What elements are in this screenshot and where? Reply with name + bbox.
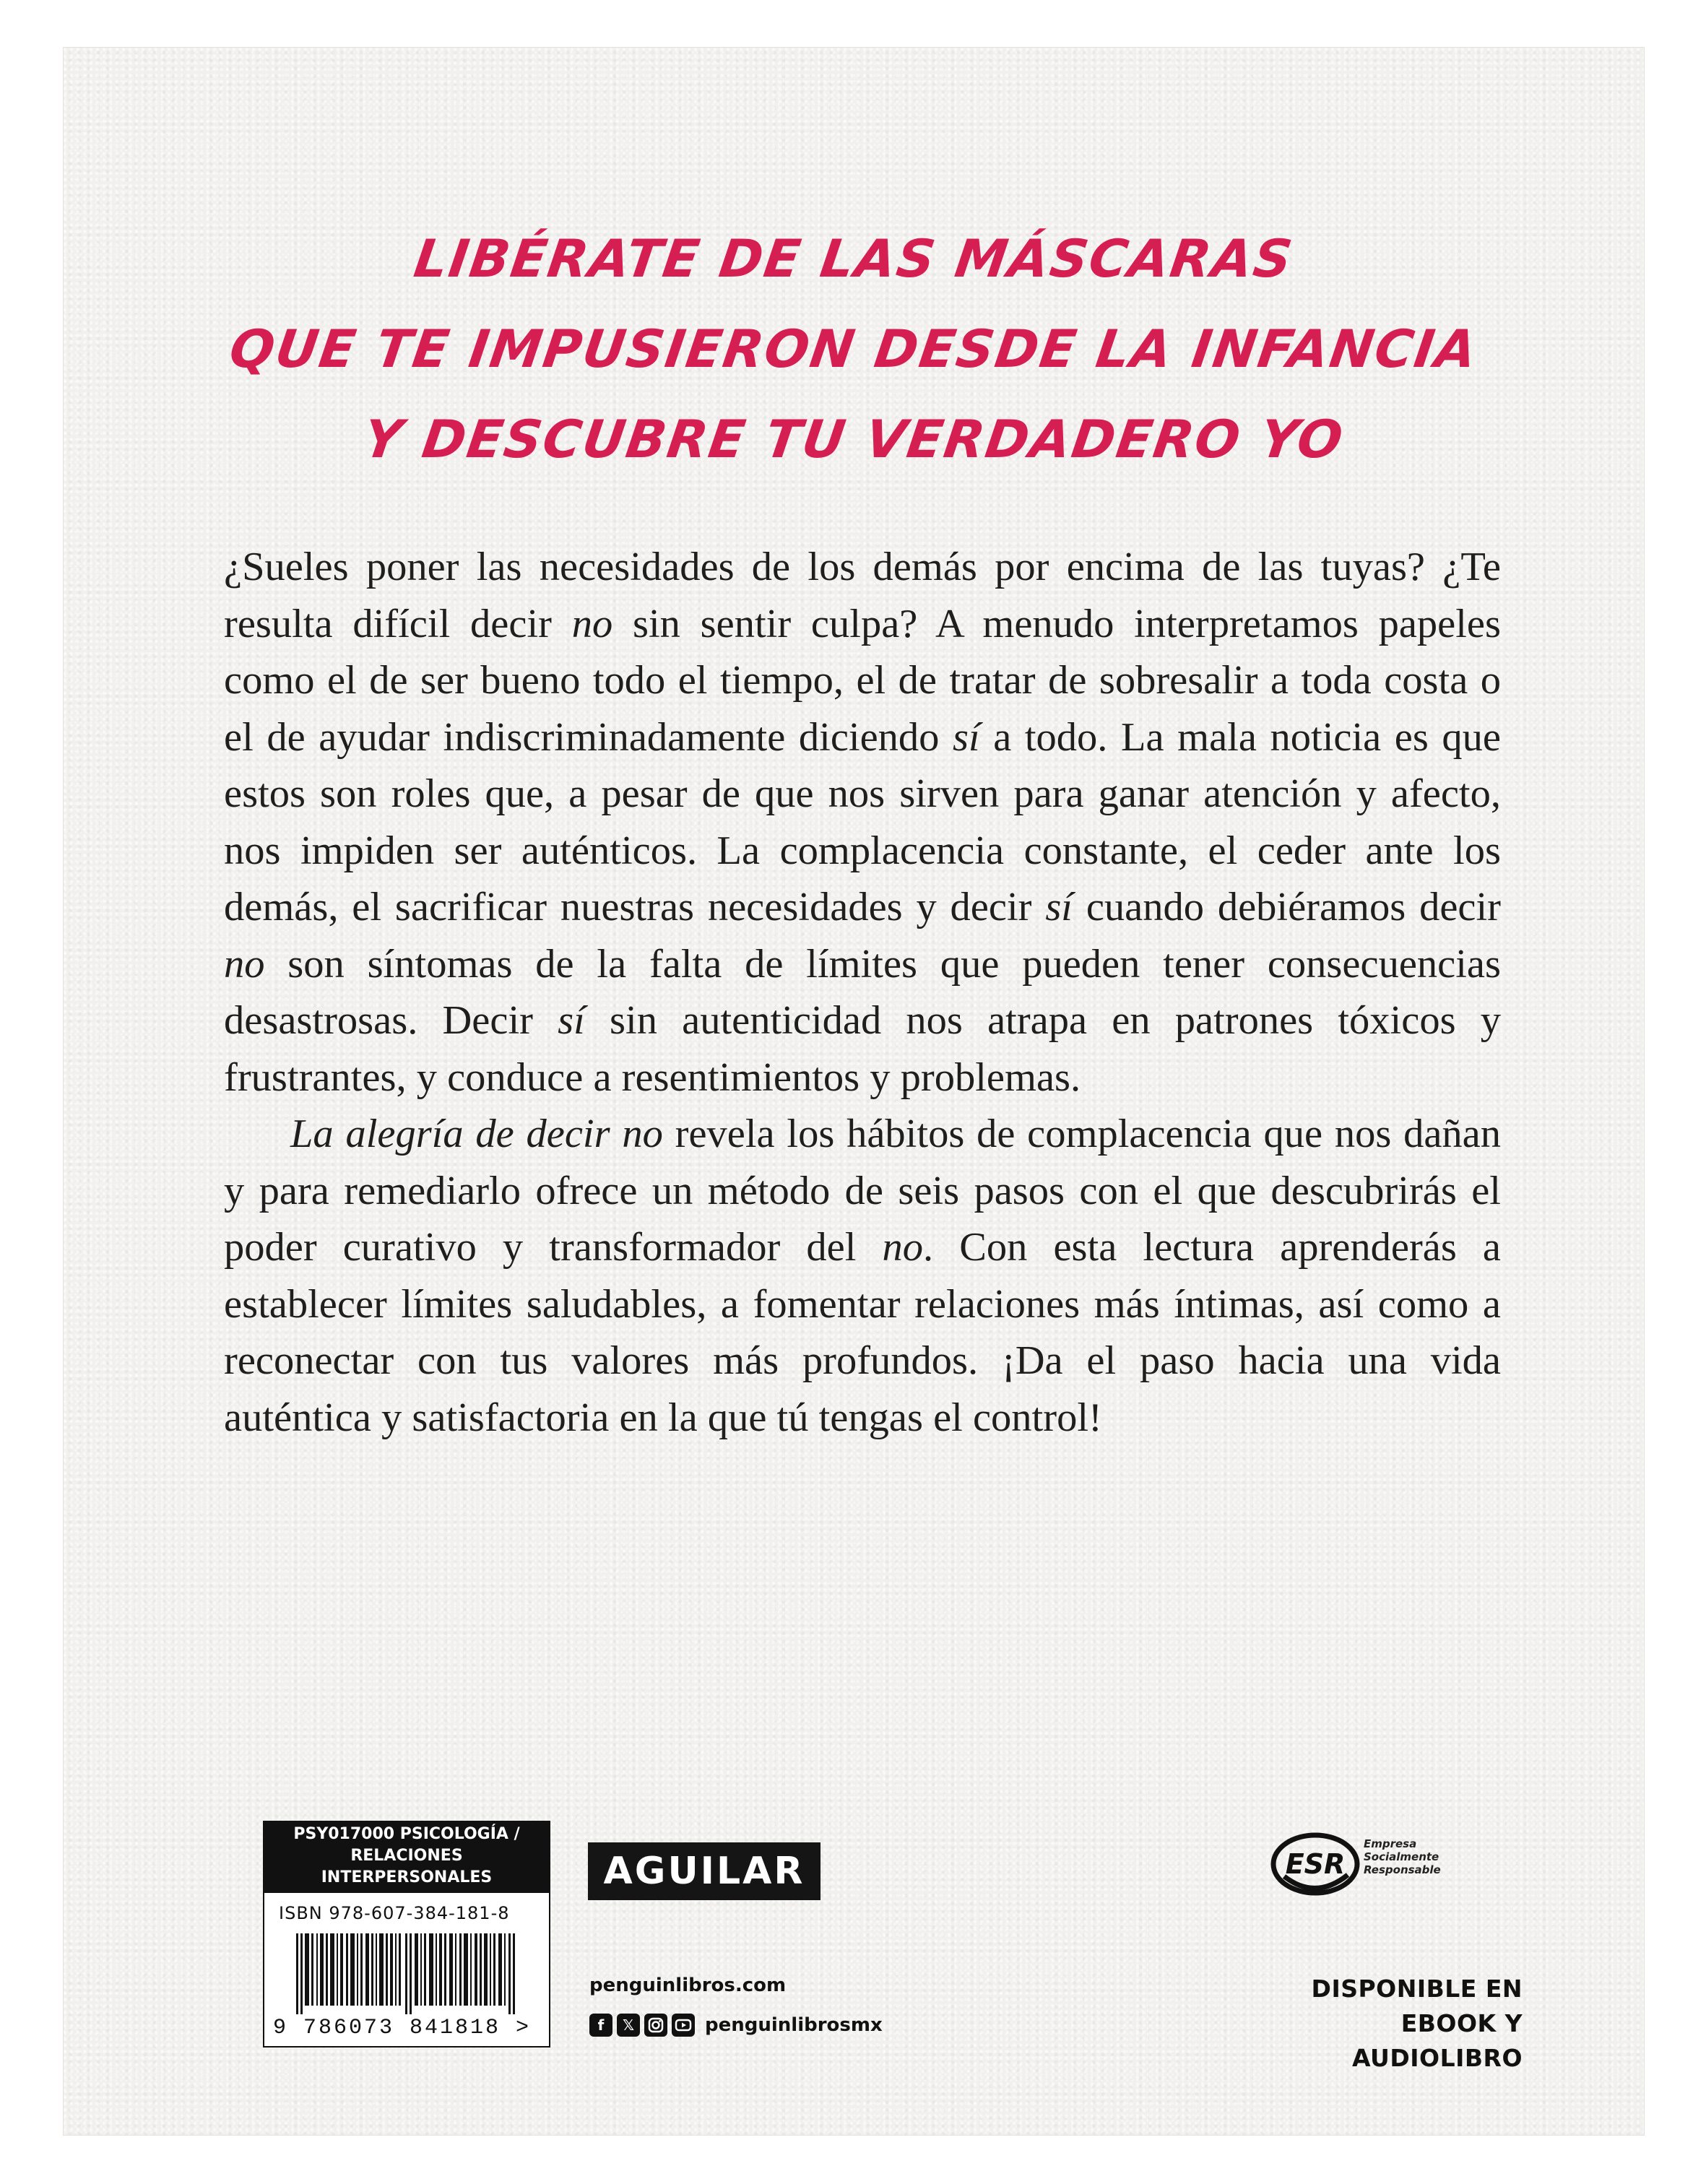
text-run: sin sentir culpa? A menudo interpretamos papeles como el de ser bueno todo el tiempo, el de tratar de sobresalir a toda costa o el de ayudar indiscriminadamente diciendo xyxy=(224,601,1501,760)
italic-run: no xyxy=(571,601,613,646)
category-label xyxy=(263,1821,550,1892)
instagram-icon[interactable] xyxy=(644,2014,667,2037)
italic-run: sí xyxy=(1045,885,1073,930)
youtube-icon[interactable] xyxy=(672,2014,695,2037)
esr-badge-text: ESR xyxy=(1285,1848,1346,1880)
synopsis xyxy=(224,539,1501,1446)
esr-label xyxy=(1364,1837,1441,1876)
italic-run: no xyxy=(882,1225,923,1270)
text-run: ¿Sueles poner las necesidades de los demás por encima de las tuyas? ¿Te resulta difícil decir xyxy=(224,545,1501,646)
synopsis-paragraph-1 xyxy=(224,539,1501,1106)
availability-line-1: DISPONIBLE EN xyxy=(1311,1975,1523,2003)
italic-run: sí xyxy=(558,998,585,1043)
barcode-digits: 9 786073 841818 > xyxy=(273,2016,532,2040)
x-icon[interactable]: 𝕏 xyxy=(617,2014,640,2037)
text-run: . Con esta lectura aprenderás a establecer límites saludables, a fomentar relaciones más íntimas, así como a reconectar con tus valores más profundos. ¡Da el paso hacia una vida auténtica y satisfactoria en la que tú tengas el control! xyxy=(224,1225,1501,1440)
isbn-text: ISBN 978-607-384-181-8 xyxy=(279,1903,510,1923)
text-run: son síntomas de la falta de límites que pueden tener consecuencias desastrosas. Decir xyxy=(224,941,1501,1043)
text-run: cuando debiéramos decir xyxy=(1073,885,1501,930)
social-handle[interactable]: penguinlibrosmx xyxy=(705,2014,883,2036)
aguilar-logo: AGUILAR xyxy=(588,1842,820,1900)
tagline-line-3: Y DESCUBRE TU VERDADERO YO xyxy=(360,409,1348,469)
back-cover xyxy=(64,48,1644,2135)
text-run: revela los hábitos de complacencia que nos dañan y para remediarlo ofrece un método de seis pasos con el que descubrirás el poder curativo y transformador del xyxy=(224,1112,1501,1270)
tagline-line-2: QUE TE IMPUSIERON DESDE LA INFANCIA xyxy=(225,318,1482,379)
text-run: a todo. La mala noticia es que estos son roles que, a pesar de que nos sirven para ganar atención y afecto, nos impiden ser auténticos. La complacencia constante, el ceder ante los demás, el sacrificar nuestras necesidades y decir xyxy=(224,714,1501,930)
tagline-line-1: LIBÉRATE DE LAS MÁSCARAS xyxy=(410,228,1297,289)
text-run: sin autenticidad nos atrapa en patrones tóxicos y frustrantes, y conduce a resentimientos y problemas. xyxy=(224,998,1501,1100)
tagline xyxy=(64,214,1644,485)
barcode xyxy=(296,1933,520,2014)
esr-line-1: Empresa xyxy=(1364,1837,1417,1850)
facebook-icon[interactable]: f xyxy=(589,2014,612,2037)
book-title-italic: La alegría de decir no xyxy=(290,1112,663,1156)
social-row xyxy=(589,2012,883,2038)
availability-note xyxy=(1263,1972,1523,2076)
category-line-2: RELACIONES INTERPERSONALES xyxy=(321,1847,493,1886)
esr-line-3: Responsable xyxy=(1364,1863,1441,1876)
isbn-barcode-box xyxy=(263,1892,550,2048)
esr-logo xyxy=(1270,1832,1361,1897)
synopsis-paragraph-2 xyxy=(224,1106,1501,1446)
italic-run: no xyxy=(224,941,265,987)
esr-line-2: Socialmente xyxy=(1364,1850,1439,1863)
category-line-1: PSY017000 PSICOLOGÍA / xyxy=(293,1825,520,1843)
availability-line-2: EBOOK Y AUDIOLIBRO xyxy=(1352,2009,1523,2072)
website-link[interactable]: penguinlibros.com xyxy=(589,1975,787,1996)
italic-run: sí xyxy=(952,714,980,760)
